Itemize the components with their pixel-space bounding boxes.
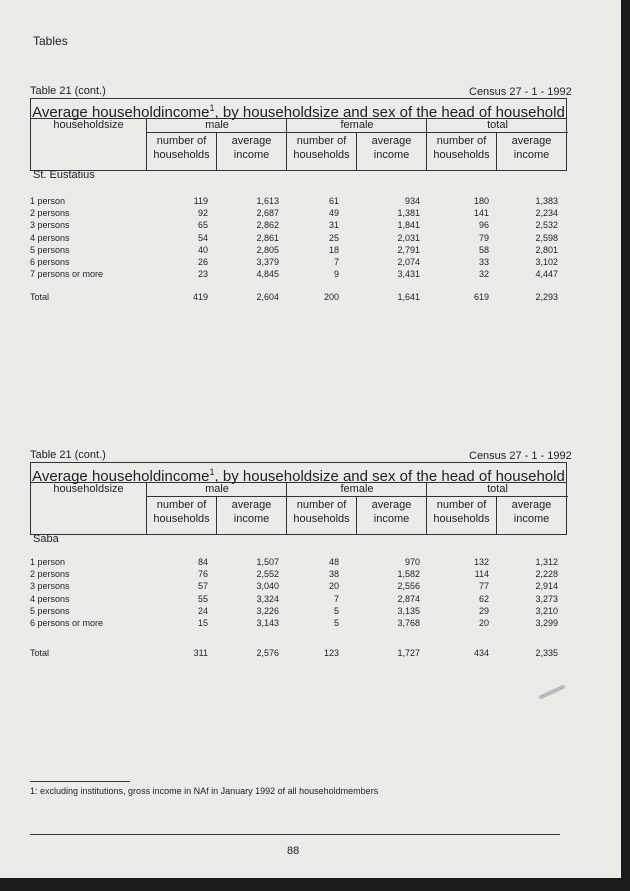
row-label: 3 persons	[30, 581, 70, 592]
row-label: 2 persons	[30, 569, 70, 580]
running-header: Tables	[33, 34, 68, 48]
col-average-income: average income	[356, 132, 426, 170]
total-row	[30, 648, 570, 660]
census-date: Census 27 - 1 - 1992	[469, 86, 572, 98]
row-label: 4 persons	[30, 593, 70, 604]
cell-value: 141	[473, 208, 489, 219]
cell-value: 92	[197, 208, 208, 219]
cell-value: 1,507	[256, 557, 279, 567]
table-row	[30, 557, 570, 569]
table-header	[30, 98, 567, 171]
cell-value: 2,862	[256, 220, 279, 231]
cell-value: 3,210	[535, 605, 558, 616]
cell-value: 33	[478, 257, 489, 267]
cell-value: 23	[197, 269, 208, 280]
cell-value: 2,228	[535, 569, 558, 580]
col-average-income: average income	[356, 496, 426, 534]
table-row	[30, 220, 570, 232]
cell-value: 40	[197, 244, 208, 255]
cell-value: 2,556	[397, 581, 420, 592]
cell-value: 3,324	[256, 593, 279, 604]
cell-value: 26	[197, 257, 208, 267]
cell-value: 1,727	[397, 648, 420, 658]
cell-value: 3,102	[535, 257, 558, 267]
cell-value: 32	[478, 269, 489, 280]
cell-value: 96	[478, 220, 489, 231]
cell-value: 54	[197, 232, 208, 243]
cell-value: 2,293	[535, 292, 558, 302]
cell-value: 3,226	[256, 605, 279, 616]
row-label: 6 persons or more	[30, 618, 104, 628]
cell-value: 3,040	[256, 581, 279, 592]
row-label: 4 persons	[30, 232, 70, 243]
table-row	[30, 581, 570, 593]
cell-value: 38	[328, 569, 339, 580]
cell-value: 3,299	[535, 618, 558, 628]
cell-value: 15	[197, 618, 208, 628]
table-label: Table 21 (cont.)	[30, 449, 106, 461]
table-header	[30, 462, 567, 535]
col-number-of-households: number of households	[286, 132, 356, 170]
row-label: Total	[30, 648, 50, 658]
cell-value: 2,576	[256, 648, 279, 658]
cell-value: 9	[333, 269, 339, 280]
cell-value: 2,234	[535, 208, 558, 219]
cell-value: 49	[328, 208, 339, 219]
cell-value: 5	[333, 605, 339, 616]
cell-value: 1,582	[397, 569, 420, 580]
col-householdsize: householdsize	[53, 483, 124, 495]
table-row	[30, 594, 570, 606]
cell-value: 84	[197, 557, 208, 567]
cell-value: 79	[478, 232, 489, 243]
cell-value: 58	[478, 244, 489, 255]
table-row	[30, 269, 570, 281]
cell-value: 619	[473, 292, 489, 302]
footer-rule	[30, 834, 560, 835]
cell-value: 2,074	[397, 257, 420, 267]
cell-value: 119	[193, 196, 208, 206]
cell-value: 4,447	[535, 269, 558, 280]
table-row	[30, 569, 570, 581]
row-label: 1 person	[30, 196, 66, 206]
table-row	[30, 257, 570, 269]
cell-value: 31	[328, 220, 339, 231]
cell-value: 1,381	[397, 208, 420, 219]
cell-value: 20	[478, 618, 489, 628]
footnote-rule	[30, 781, 130, 782]
col-average-income: average income	[496, 496, 566, 534]
col-group-male: male	[146, 482, 287, 497]
cell-value: 77	[478, 581, 489, 592]
cell-value: 62	[478, 593, 489, 604]
cell-value: 2,687	[256, 208, 279, 219]
cell-value: 7	[333, 257, 339, 267]
cell-value: 123	[323, 648, 339, 658]
title-text: Average householdincome	[32, 104, 210, 121]
cell-value: 3,135	[397, 605, 420, 616]
cell-value: 2,914	[535, 581, 558, 592]
col-number-of-households: number of households	[286, 496, 356, 534]
col-group-female: female	[286, 118, 427, 133]
col-number-of-households: number of households	[146, 132, 216, 170]
cell-value: 1,312	[535, 557, 558, 567]
cell-value: 434	[473, 648, 489, 658]
table-title	[31, 99, 566, 119]
cell-value: 132	[473, 557, 489, 567]
cell-value: 24	[197, 605, 208, 616]
col-householdsize: householdsize	[53, 119, 124, 131]
cell-value: 2,604	[256, 292, 279, 302]
cell-value: 970	[404, 557, 420, 567]
row-label: 1 person	[30, 557, 66, 567]
cell-value: 29	[478, 605, 489, 616]
cell-value: 934	[404, 196, 420, 206]
col-average-income: average income	[216, 496, 286, 534]
col-number-of-households: number of households	[426, 496, 496, 534]
cell-value: 3,143	[256, 618, 279, 628]
title-text-rest: , by householdsize and sex of the head of household	[214, 468, 565, 485]
cell-value: 311	[193, 648, 208, 658]
cell-value: 20	[328, 581, 339, 592]
cell-value: 25	[328, 232, 339, 243]
scan-mark	[538, 684, 565, 699]
cell-value: 57	[197, 581, 208, 592]
cell-value: 3,379	[256, 257, 279, 267]
col-number-of-households: number of households	[146, 496, 216, 534]
title-text: Average householdincome	[32, 468, 210, 485]
col-group-total: total	[426, 118, 568, 133]
row-label: 7 persons or more	[30, 269, 104, 280]
table-row	[30, 233, 570, 245]
col-group-female: female	[286, 482, 427, 497]
cell-value: 4,845	[256, 269, 279, 280]
cell-value: 2,552	[256, 569, 279, 580]
cell-value: 2,598	[535, 232, 558, 243]
row-label: 2 persons	[30, 208, 70, 219]
cell-value: 48	[328, 557, 339, 567]
table-title	[31, 463, 566, 483]
table-row	[30, 196, 570, 208]
cell-value: 200	[323, 292, 339, 302]
row-label: Total	[30, 292, 50, 302]
row-label: 3 persons	[30, 220, 70, 231]
cell-value: 2,031	[397, 232, 420, 243]
col-number-of-households: number of households	[426, 132, 496, 170]
table-row	[30, 606, 570, 618]
cell-value: 5	[333, 618, 339, 628]
cell-value: 2,801	[535, 244, 558, 255]
cell-value: 61	[328, 196, 339, 206]
table-row	[30, 618, 570, 630]
col-average-income: average income	[496, 132, 566, 170]
footnote-ref: 1	[209, 103, 215, 113]
cell-value: 3,768	[397, 618, 420, 628]
cell-value: 2,532	[535, 220, 558, 231]
cell-value: 2,874	[397, 593, 420, 604]
region-name: Saba	[33, 533, 59, 545]
cell-value: 2,861	[256, 232, 279, 243]
cell-value: 55	[197, 593, 208, 604]
col-group-male: male	[146, 118, 287, 133]
cell-value: 1,383	[535, 196, 558, 206]
page-number: 88	[287, 845, 300, 857]
table-label: Table 21 (cont.)	[30, 85, 106, 97]
cell-value: 1,613	[256, 196, 279, 206]
table-row	[30, 208, 570, 220]
cell-value: 18	[328, 244, 339, 255]
footnote-ref: 1	[209, 467, 215, 477]
cell-value: 419	[192, 292, 208, 302]
row-label: 5 persons	[30, 244, 70, 255]
cell-value: 65	[197, 220, 208, 231]
row-label: 5 persons	[30, 605, 70, 616]
cell-value: 3,273	[535, 593, 558, 604]
cell-value: 1,641	[397, 292, 420, 302]
cell-value: 1,841	[397, 220, 420, 231]
region-name: St. Eustatius	[33, 169, 95, 181]
cell-value: 2,805	[256, 244, 279, 255]
title-text-rest: , by householdsize and sex of the head of household	[214, 104, 565, 121]
total-row	[30, 292, 570, 304]
cell-value: 3,431	[397, 269, 420, 280]
footnote: 1: excluding institutions, gross income in NAf in January 1992 of all householdmembers	[30, 786, 379, 796]
cell-value: 76	[197, 569, 208, 580]
cell-value: 2,791	[397, 244, 420, 255]
col-average-income: average income	[216, 132, 286, 170]
col-group-total: total	[426, 482, 568, 497]
cell-value: 2,335	[535, 648, 558, 658]
table-row	[30, 245, 570, 257]
cell-value: 7	[333, 593, 339, 604]
cell-value: 180	[473, 196, 489, 206]
cell-value: 114	[474, 569, 489, 580]
census-date: Census 27 - 1 - 1992	[469, 450, 572, 462]
row-label: 6 persons	[30, 257, 70, 267]
